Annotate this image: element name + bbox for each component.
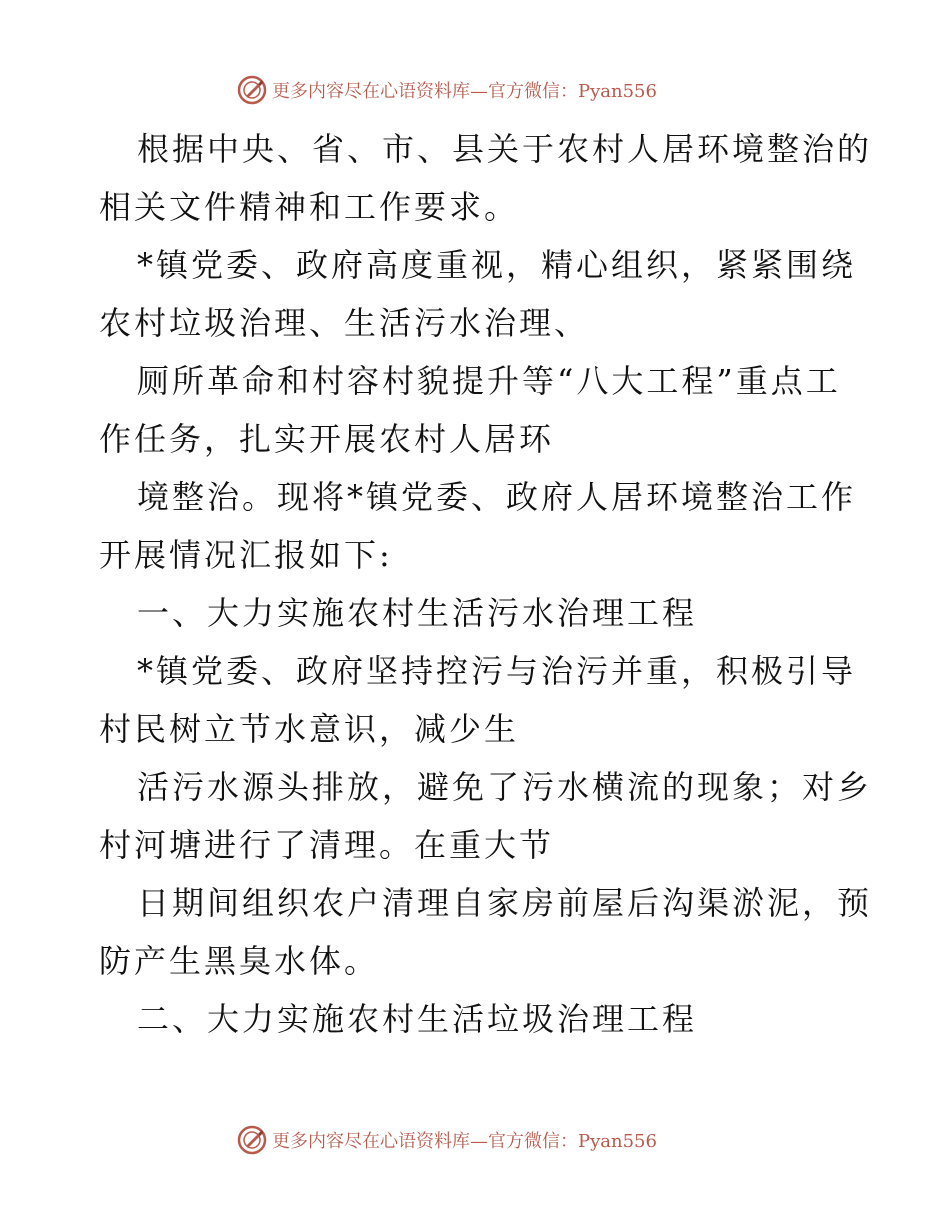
paragraph-line: 境整治。现将*镇党委、政府人居环境整治工作 [137,478,857,516]
footer-banner [236,1123,657,1157]
footer-banner-wechat-id: Pyan556 [578,1131,657,1152]
paragraph-line: 防产生黑臭水体。 [99,942,380,980]
paragraph-line: 村民树立节水意识，减少生 [99,710,520,748]
section-heading: 一、大力实施农村生活污水治理工程 [137,594,698,632]
footer-banner-slogan: 更多内容尽在心语资料库 [272,1131,470,1152]
paragraph-line: *镇党委、政府坚持控污与治污并重，积极引导 [137,652,857,690]
header-banner-wechat-label: 官方微信： [488,81,578,102]
paragraph-line: 作任务，扎实开展农村人居环 [99,420,555,458]
paragraph-line: 活污水源头排放，避免了污水横流的现象；对乡 [137,768,873,806]
section-heading: 二、大力实施农村生活垃圾治理工程 [137,1000,698,1038]
document-body [99,120,873,1048]
paragraph-line: 农村垃圾治理、生活污水治理、 [99,304,590,342]
paragraph-line: 开展情况汇报如下: [99,536,393,574]
paragraph-line: 相关文件精神和工作要求。 [99,188,520,226]
logo-icon [236,74,268,106]
footer-banner-text [272,1127,657,1153]
header-banner-dash: — [470,81,488,102]
header-banner [236,73,657,107]
footer-banner-dash: — [470,1131,488,1152]
paragraph-line: 根据中央、省、市、县关于农村人居环境整治的 [137,130,873,168]
paragraph-line: 村河塘进行了清理。在重大节 [99,826,555,864]
footer-banner-wechat-label: 官方微信： [488,1131,578,1152]
paragraph-line: 厕所革命和村容村貌提升等“八大工程”重点工 [137,362,841,400]
header-banner-wechat-id: Pyan556 [578,81,657,102]
header-banner-slogan: 更多内容尽在心语资料库 [272,81,470,102]
header-banner-text [272,77,657,103]
paragraph-line: 日期间组织农户清理自家房前屋后沟渠淤泥，预 [137,884,873,922]
logo-icon [236,1124,268,1156]
paragraph-line: *镇党委、政府高度重视，精心组织，紧紧围绕 [137,246,857,284]
